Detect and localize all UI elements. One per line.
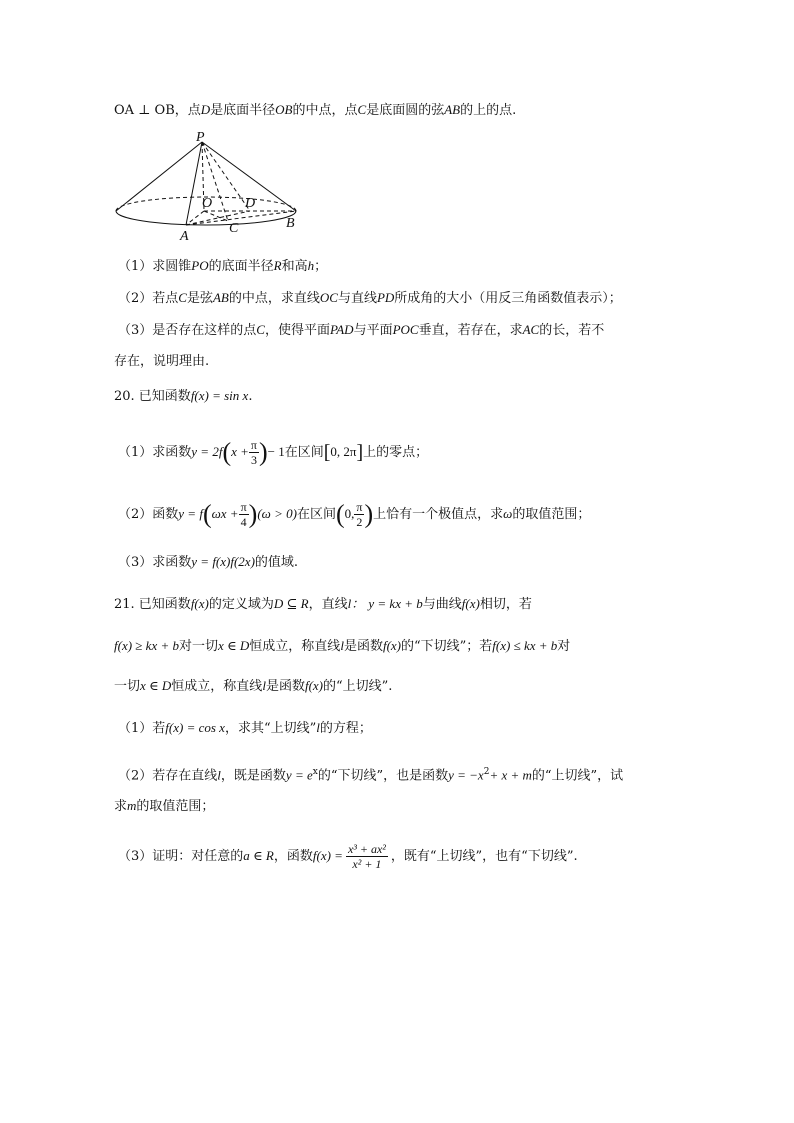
math: y = 2f [191, 444, 223, 459]
text: ，既有“上切线”，也有“下切线”. [390, 849, 578, 864]
interval: 0, 2π [330, 444, 357, 459]
bracket-right: ] [356, 441, 364, 464]
label-D: D [245, 196, 256, 211]
var: l [340, 638, 344, 653]
var: AB [212, 290, 229, 305]
denominator: 3 [249, 452, 259, 467]
math: l： [347, 596, 365, 611]
math: (ω > 0) [257, 506, 297, 521]
fraction-pi-2 [354, 500, 364, 529]
label-P: P [196, 130, 205, 145]
text: 上的零点； [363, 445, 429, 460]
text: 存在，说明理由. [114, 354, 210, 369]
text: 相切，若 [479, 597, 532, 612]
q19-part3-cont [114, 352, 209, 372]
var: PO [191, 258, 209, 273]
var: C [178, 290, 187, 305]
text: （3）求函数 [118, 555, 192, 570]
paren-right: ) [248, 499, 258, 529]
text: ，函数 [273, 849, 313, 864]
var: OC [319, 290, 338, 305]
var: C [256, 322, 265, 337]
var: l [262, 678, 266, 693]
denominator: x² + 1 [346, 856, 388, 871]
q19-part2 [118, 288, 622, 309]
text: 的“上切线”. [323, 679, 393, 694]
text: 所成角的大小（用反三角函数值表示）； [394, 291, 622, 306]
text: 对 [557, 639, 571, 654]
math: y = f [178, 506, 203, 521]
math: ωx + [211, 506, 239, 521]
numerator: π [356, 500, 363, 514]
q21-part3 [118, 842, 578, 871]
math: x ∈ D [218, 638, 250, 653]
paren-left: ( [222, 437, 232, 467]
question-number: 21. 已知函数 [114, 597, 191, 612]
math: f(x) ≤ kx + b [492, 638, 558, 653]
text: 的“下切线”，也是函数 [317, 768, 449, 784]
math: f(x) [461, 596, 480, 611]
q20-part2 [118, 500, 590, 529]
edge-left [116, 142, 202, 211]
text: 在区间 [296, 507, 336, 522]
q19-part1 [118, 256, 327, 277]
text: 的取值范围； [512, 507, 591, 522]
numerator: x³ + ax² [347, 842, 386, 856]
math: y = e [285, 767, 313, 783]
var: R [273, 258, 282, 273]
math: y = −x [448, 767, 484, 783]
var: h [307, 258, 315, 273]
q19-part3 [118, 320, 604, 341]
text: ，直线 [308, 597, 348, 612]
q21-part1 [118, 718, 372, 739]
text: 与曲线 [422, 597, 462, 612]
text: 的方程； [319, 721, 372, 736]
q20-part3 [118, 552, 298, 573]
text: 的中点，求直线 [228, 291, 320, 306]
text: 恒成立，称直线 [249, 639, 341, 654]
math: f(x) [304, 678, 323, 693]
text: 和高 [281, 259, 308, 274]
math: a ∈ R [243, 848, 274, 863]
denominator: 2 [354, 514, 364, 529]
superscript: 2 [483, 767, 490, 777]
math: y = f(x)f(2x) [191, 554, 255, 569]
text: 与平面 [353, 323, 393, 338]
question-number: 20. 已知函数 [114, 389, 191, 404]
math: f(x) = cos x [165, 720, 225, 735]
q21-part2-cont [114, 796, 214, 817]
text: 垂直，若存在，求 [418, 323, 523, 338]
text: 恒成立，称直线 [171, 679, 263, 694]
fraction-pi-3 [249, 438, 259, 467]
var: D [200, 102, 211, 117]
math: f(x) ≥ kx + b [114, 638, 179, 653]
var: m [127, 798, 137, 813]
text: 的长，若不 [539, 323, 605, 338]
math: x + [231, 444, 249, 459]
bracket-left: [ [323, 441, 331, 464]
paren-right: ) [364, 499, 374, 529]
text: . [248, 389, 253, 404]
math: f(x) = [312, 848, 343, 863]
edge-PA [186, 142, 202, 225]
text: 的值域. [254, 555, 299, 570]
intro-line [114, 100, 516, 121]
cone-figure [110, 128, 300, 246]
var: l [217, 767, 221, 783]
q21-part2 [118, 762, 623, 786]
text: 的“下切线”；若 [401, 639, 493, 654]
label-C: C [229, 221, 239, 236]
text: （1）若 [118, 721, 166, 736]
label-A: A [180, 229, 189, 244]
q20-part1 [118, 438, 428, 467]
numerator: π [240, 500, 247, 514]
q21-line3 [114, 676, 392, 697]
text: 的定义域为 [208, 597, 274, 612]
text: 的上的点. [460, 103, 517, 118]
math: + x + m [489, 767, 532, 783]
text: （3）是否存在这样的点 [118, 323, 257, 338]
math: D ⊆ R [273, 596, 309, 611]
q21-line2 [114, 636, 570, 657]
line-OC [204, 211, 228, 221]
superscript: x [312, 767, 318, 777]
var: PAD [329, 322, 354, 337]
text: 是函数 [265, 679, 305, 694]
text: 对一切 [179, 639, 219, 654]
text: 的“上切线”，试 [531, 768, 624, 784]
text: 与直线 [337, 291, 377, 306]
label-O: O [202, 196, 213, 211]
math: f(x) = sin x [190, 388, 249, 403]
paren-left: ( [335, 499, 345, 529]
text: ，既是函数 [220, 768, 286, 784]
math: − 1 [267, 444, 285, 459]
text: 的取值范围； [136, 799, 215, 814]
text: （3）证明：对任意的 [118, 849, 244, 864]
q21-heading [114, 594, 532, 615]
math: f(x) [382, 638, 401, 653]
text: 上恰有一个极值点，求 [373, 507, 504, 522]
var: PD [376, 290, 395, 305]
text: ，求其“上切线” [224, 721, 317, 736]
numerator: π [250, 438, 257, 452]
math: 0, [344, 506, 355, 521]
text: 在区间 [284, 445, 324, 460]
text: 是函数 [343, 639, 383, 654]
text: （1）求圆锥 [118, 259, 192, 274]
text: ，使得平面 [264, 323, 330, 338]
text: （2）函数 [118, 507, 179, 522]
text: 的底面半径 [208, 259, 274, 274]
paren-right: ) [258, 437, 268, 467]
var: AB [444, 102, 461, 117]
math: f(x) [190, 596, 209, 611]
var: POC [392, 322, 419, 337]
var: AC [522, 322, 540, 337]
text: 求 [114, 799, 128, 814]
text: （2）若存在直线 [118, 768, 218, 784]
text: 是底面圆的弦 [366, 103, 445, 118]
text: OA ⊥ OB，点 [114, 103, 201, 118]
fraction-pi-4 [239, 500, 249, 529]
math: y = kx + b [368, 596, 423, 611]
var: l [316, 720, 320, 735]
math: x ∈ D [140, 678, 172, 693]
text: （1）求函数 [118, 445, 192, 460]
text: 是底面半径 [210, 103, 276, 118]
var: ω [503, 506, 513, 521]
text: 一切 [114, 679, 141, 694]
label-B: B [286, 216, 295, 231]
text: 的中点，点 [292, 103, 358, 118]
q20-heading [114, 386, 252, 407]
base-front-arc [116, 211, 296, 225]
var: C [357, 102, 367, 117]
denominator: 4 [239, 514, 249, 529]
text: （2）若点 [118, 291, 179, 306]
fraction-f [346, 842, 388, 871]
var: OB [275, 102, 293, 117]
paren-left: ( [202, 499, 212, 529]
text: ； [314, 259, 328, 274]
text: 是弦 [186, 291, 213, 306]
